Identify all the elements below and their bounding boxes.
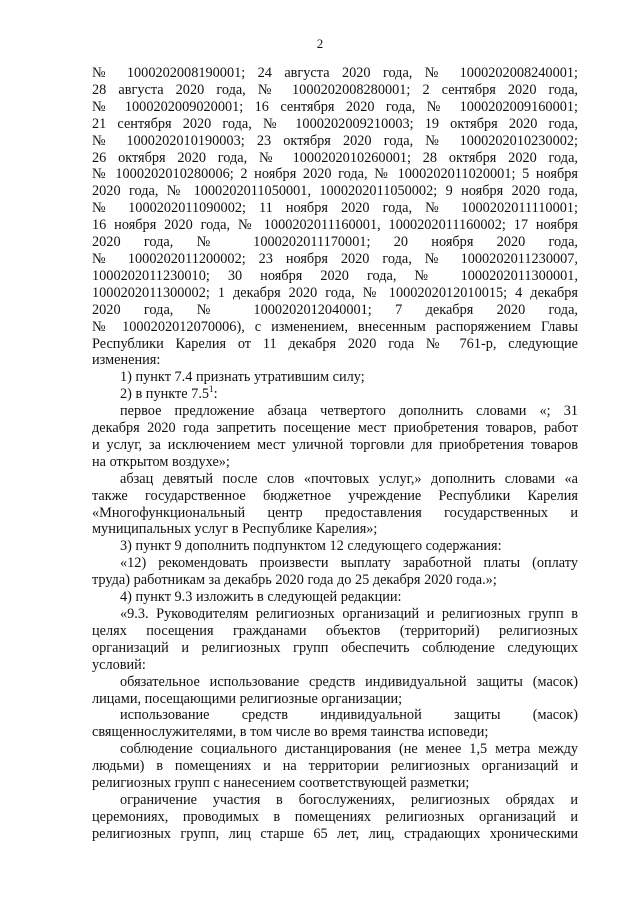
text-line-content: № 1000202011090002; 11 ноября 2020 года, № 1000202011110001;	[92, 200, 578, 217]
text-line	[92, 319, 578, 336]
text-line-content: № 1000202010280006; 2 ноября 2020 года, № 1000202011020001; 5 ноября	[92, 166, 578, 183]
text-line	[92, 707, 578, 724]
text-line	[92, 116, 578, 133]
text-line	[92, 488, 578, 505]
text-line-content: религиозных групп с нанесением соответствующей разметки;	[92, 775, 470, 792]
text-line-content: на открытом воздухе»;	[92, 453, 230, 470]
text-line-content: первое предложение абзаца четвертого дополнить словами «; 31	[120, 403, 578, 420]
text-line-content: № 1000202011200002; 23 ноября 2020 года, № 1000202011230007,	[92, 250, 578, 267]
text-line-content: целях посещения гражданами объектов (территорий) религиозных	[92, 622, 578, 639]
text-line-content: организаций и религиозных групп обеспечить соблюдение следующих	[92, 639, 578, 656]
text-line-content: 4) пункт 9.3 изложить в следующей редакции:	[120, 589, 402, 606]
text-line	[92, 741, 578, 758]
text-line	[92, 521, 578, 538]
text-line-content: 1) пункт 7.4 признать утратившим силу;	[120, 369, 365, 386]
text-line	[92, 302, 578, 319]
text-line-content: «Многофункциональный центр предоставления государственных и	[92, 504, 578, 521]
text-line	[92, 775, 578, 792]
text-line-content: муниципальных услуг в Республике Карелия»;	[92, 521, 378, 538]
document-body	[92, 65, 578, 843]
text-line-content: также государственное бюджетное учреждение Республики Карелия	[92, 487, 578, 504]
text-line-content: № 1000202009020001; 16 сентября 2020 года, № 1000202009160001;	[92, 98, 578, 115]
text-line	[92, 724, 578, 741]
text-line	[92, 538, 578, 555]
text-line	[92, 471, 578, 488]
text-line	[92, 336, 578, 353]
text-line-content: и услуг, за исключением мест уличной торговли для приобретения товаров	[92, 436, 578, 453]
text-line-content: религиозных групп, лиц старше 65 лет, лиц, страдающих хроническими	[92, 825, 578, 842]
text-line	[92, 166, 578, 183]
text-line-content: 2020 года, № 1000202012040001; 7 декабря 2020 года,	[92, 301, 578, 318]
text-line	[92, 555, 578, 572]
text-line-content: труда) работникам за декабрь 2020 года до 25 декабря 2020 года.»;	[92, 572, 497, 589]
text-line	[92, 352, 578, 369]
text-line	[92, 572, 578, 589]
text-line	[92, 200, 578, 217]
text-line-content: декабря 2020 года запретить посещение мест приобретения товаров, работ	[92, 420, 578, 437]
text-line	[92, 386, 578, 403]
text-line	[92, 792, 578, 809]
text-line-content: абзац девятый после слов «почтовых услуг,» дополнить словами «а	[120, 470, 578, 487]
text-line-content: лицами, посещающими религиозные организации;	[92, 690, 403, 707]
text-line	[92, 217, 578, 234]
text-line-tail: :	[213, 386, 218, 403]
text-line	[92, 589, 578, 606]
text-line	[92, 657, 578, 674]
text-line	[92, 758, 578, 775]
text-line	[92, 133, 578, 150]
text-line	[92, 268, 578, 285]
text-line	[92, 285, 578, 302]
text-line	[92, 674, 578, 691]
text-line	[92, 369, 578, 386]
text-line-content: 1000202011230010; 30 ноября 2020 года, № 1000202011300001,	[92, 267, 578, 284]
text-line-content: людьми) в помещениях и на территории религиозных организаций и	[92, 758, 578, 775]
superscript: 1	[209, 384, 214, 395]
text-line-content: 2) в пункте 7.5	[120, 386, 210, 403]
text-line	[92, 251, 578, 268]
text-line-content: священнослужителями, в том числе во время таинства исповеди;	[92, 724, 489, 741]
text-line-content: № 1000202012070006), с изменением, внесенным распоряжением Главы	[92, 318, 578, 335]
text-line	[92, 623, 578, 640]
text-line-content: ограничение участия в богослужениях, религиозных обрядах и	[120, 791, 578, 808]
text-line-content: использование средств индивидуальной защиты (масок)	[120, 707, 578, 724]
text-line-content: № 1000202008190001; 24 августа 2020 года, № 1000202008240001;	[92, 65, 578, 81]
text-line-content: церемониях, проводимых в помещениях религиозных организаций и	[92, 808, 578, 825]
text-line-content: Республики Карелия от 11 декабря 2020 года № 761-р, следующие	[92, 335, 578, 352]
text-line	[92, 606, 578, 623]
text-line	[92, 691, 578, 708]
text-line-content: 28 августа 2020 года, № 1000202008280001; 2 сентября 2020 года,	[92, 81, 578, 98]
text-line-content: 21 сентября 2020 года, № 1000202009210003; 19 октября 2020 года,	[92, 115, 578, 132]
text-line	[92, 82, 578, 99]
text-line	[92, 234, 578, 251]
text-line-content: № 1000202010190003; 23 октября 2020 года, № 1000202010230002;	[92, 132, 578, 149]
text-line	[92, 505, 578, 522]
text-line	[92, 437, 578, 454]
page-number: 2	[316, 36, 324, 51]
text-line	[92, 99, 578, 116]
text-line-content: обязательное использование средств индивидуальной защиты (масок)	[120, 673, 578, 690]
text-line-content: «12) рекомендовать произвести выплату заработной платы (оплату	[120, 555, 578, 572]
text-line	[92, 454, 578, 471]
text-line-content: 16 ноября 2020 года, № 1000202011160001, 1000202011160002; 17 ноября	[92, 217, 578, 234]
text-line	[92, 183, 578, 200]
text-line-content: 2020 года, № 1000202011170001; 20 ноября 2020 года,	[92, 234, 578, 251]
text-line	[92, 640, 578, 657]
text-line	[92, 420, 578, 437]
text-line	[92, 826, 578, 843]
text-line-content: 3) пункт 9 дополнить подпунктом 12 следующего содержания:	[120, 538, 502, 555]
text-line-content: 1000202011300002; 1 декабря 2020 года, № 1000202012010015; 4 декабря	[92, 284, 578, 301]
text-line-content: 2020 года, № 1000202011050001, 1000202011050002; 9 ноября 2020 года,	[92, 183, 578, 200]
text-line-content: 26 октября 2020 года, № 1000202010260001; 28 октября 2020 года,	[92, 149, 578, 166]
text-line	[92, 65, 578, 82]
text-line-content: соблюдение социального дистанцирования (не менее 1,5 метра между	[120, 741, 578, 758]
text-line-content: «9.3. Руководителям религиозных организаций и религиозных групп в	[120, 606, 578, 622]
text-line-content: изменения:	[92, 352, 161, 369]
text-line-content: условий:	[92, 656, 146, 673]
text-line	[92, 150, 578, 167]
text-line	[92, 809, 578, 826]
text-line	[92, 403, 578, 420]
